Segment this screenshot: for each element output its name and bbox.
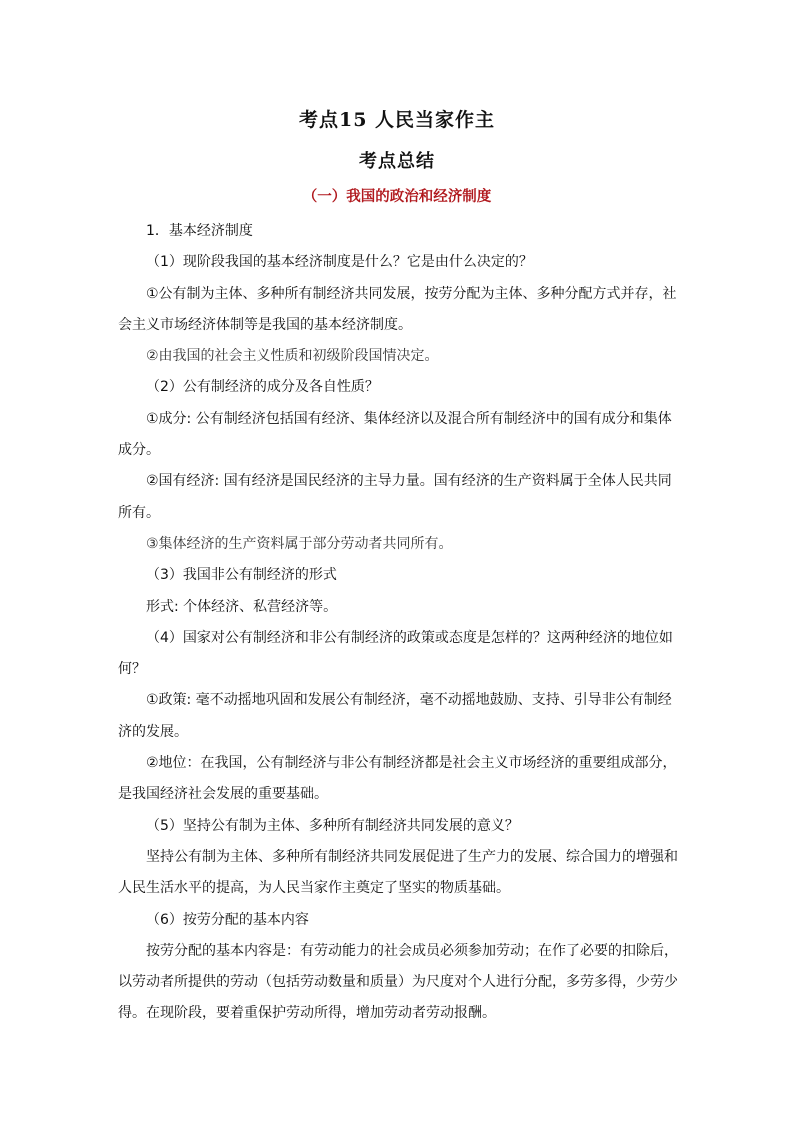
answer-1-1: ①公有制为主体、多种所有制经济共同发展，按劳分配为主体、多种分配方式并存，社会主义市场经济体制等是我国的基本经济制度。 [118, 285, 677, 333]
answer-2-2: ②国有经济: 国有经济是国民经济的主导力量。国有经济的生产资料属于全体人民共同所有。 [118, 473, 672, 521]
section-heading: （一）我国的政治和经济制度 [302, 189, 492, 205]
question-1: （1）现阶段我国的基本经济制度是什么？它是由什么决定的？ [146, 254, 533, 271]
answer-6: 按劳分配的基本内容是：有劳动能力的社会成员必须参加劳动；在作了必要的扣除后，以劳动者所提供的劳动（包括劳动数量和质量）为尺度对个人进行分配，多劳多得，少劳少得。在现阶段，要着重保护劳动所得，增加劳动者劳动报酬。 [118, 942, 678, 1022]
question-4: （4）国家对公有制经济和非公有制经济的政策或态度是怎样的？这两种经济的地位如何？ [118, 629, 673, 678]
question-6: （6）按劳分配的基本内容 [146, 911, 309, 928]
answer-3: 形式: 个体经济、私营经济等。 [146, 598, 338, 615]
document-body [118, 216, 682, 1030]
answer-5: 坚持公有制为主体、多种所有制经济共同发展促进了生产力的发展、综合国力的增强和人民生活水平的提高，为人民当家作主奠定了坚实的物质基础。 [118, 848, 678, 897]
answer-4-2: ②地位：在我国，公有制经济与非公有制经济都是社会主义市场经济的重要组成部分，是我国经济社会发展的重要基础。 [118, 755, 677, 803]
page-subtitle: 考点总结 [359, 151, 435, 172]
answer-1-2: ②由我国的社会主义性质和初级阶段国情决定。 [146, 348, 439, 365]
question-5: （5）坚持公有制为主体、多种所有制经济共同发展的意义？ [146, 817, 519, 834]
answer-4-1: ①政策: 毫不动摇地巩固和发展公有制经济，毫不动摇地鼓励、支持、引导非公有制经济的发展。 [118, 692, 672, 740]
question-2: （2）公有制经济的成分及各自性质？ [146, 379, 379, 396]
heading-basic-economic-system: 1．基本经济制度 [146, 223, 253, 239]
page-title: 考点15 人民当家作主 [298, 109, 496, 131]
answer-2-1: ①成分: 公有制经济包括国有经济、集体经济以及混合所有制经济中的国有成分和集体成分。 [118, 410, 672, 459]
question-3: （3）我国非公有制经济的形式 [146, 567, 337, 584]
answer-2-3: ③集体经济的生产资料属于部分劳动者共同所有。 [146, 535, 453, 552]
